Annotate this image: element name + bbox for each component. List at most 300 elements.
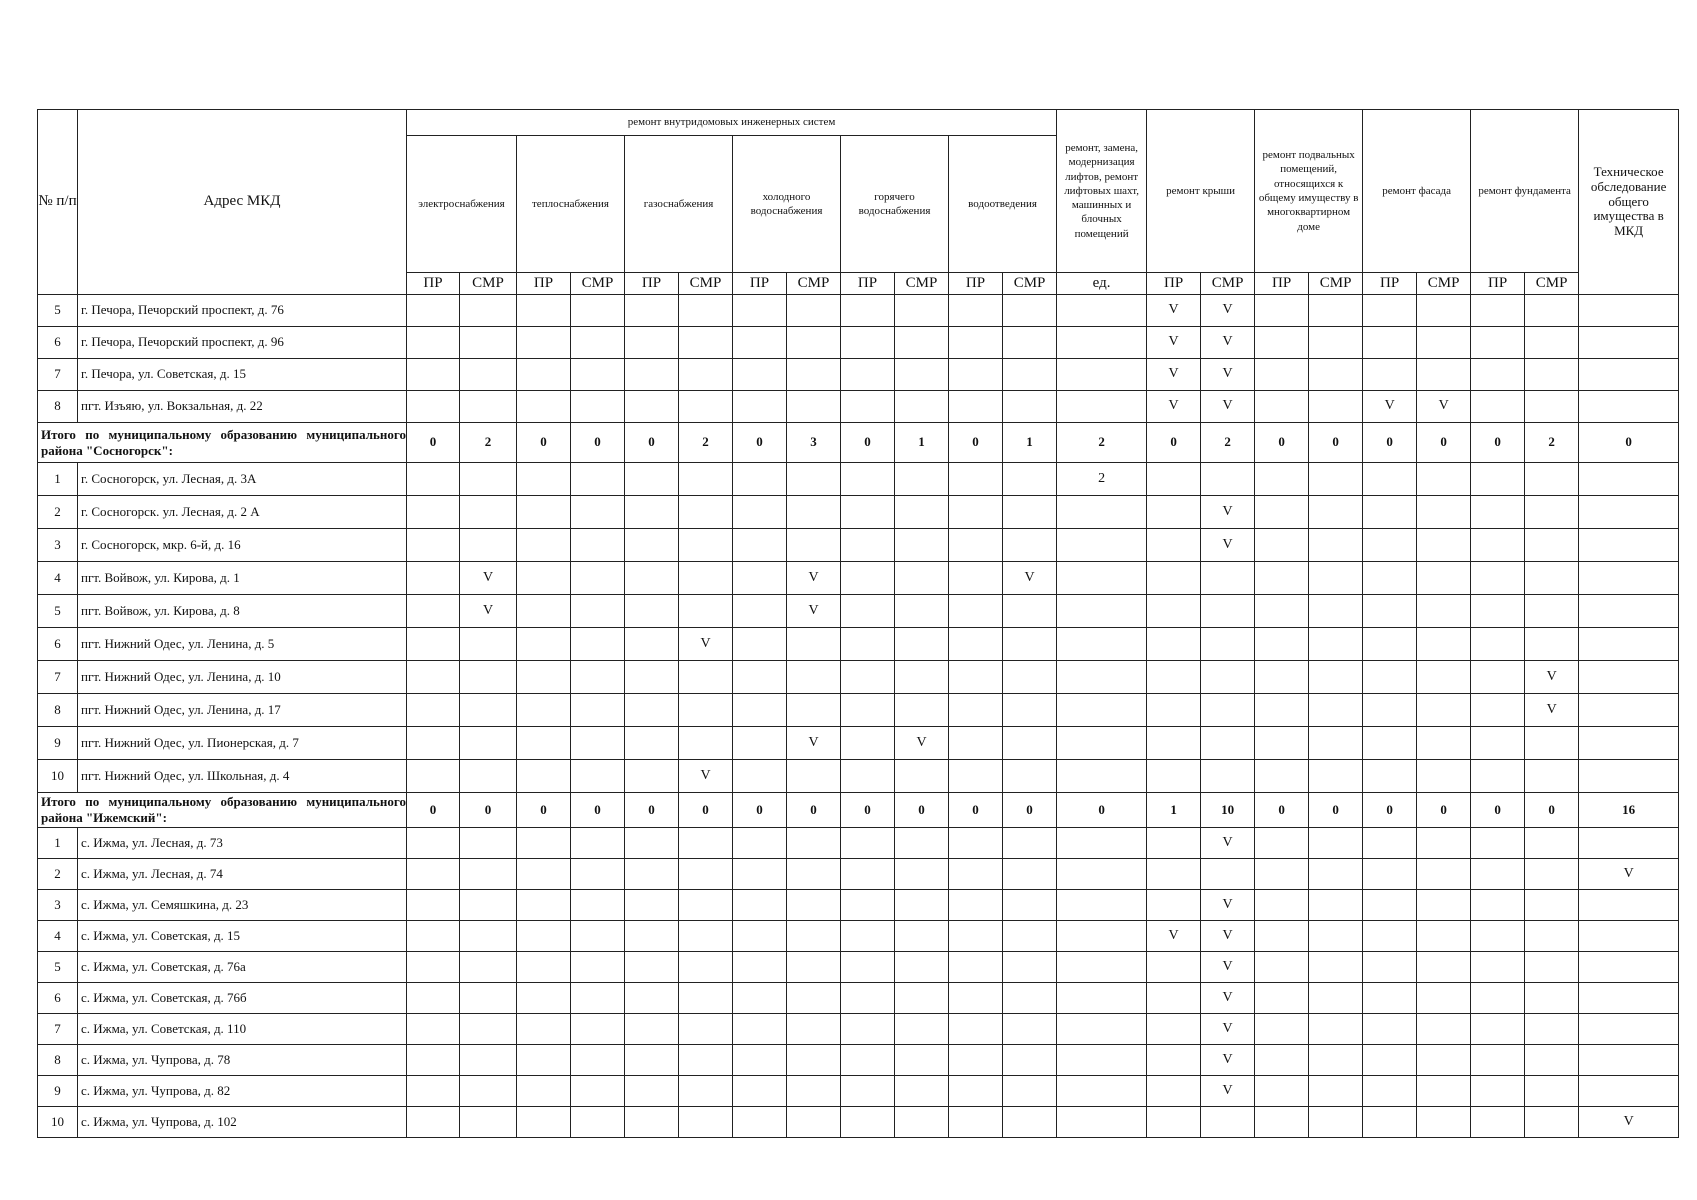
sub-smr: СМР <box>679 273 733 295</box>
row-cell <box>625 1014 679 1045</box>
row-cell <box>1255 859 1309 890</box>
row-cell <box>1579 295 1679 327</box>
row-cell <box>625 562 679 595</box>
sub-smr: СМР <box>787 273 841 295</box>
total-value: 0 <box>1579 423 1679 463</box>
total-value: 3 <box>787 423 841 463</box>
row-cell <box>407 1014 460 1045</box>
row-cell <box>625 595 679 628</box>
row-cell <box>1417 295 1471 327</box>
row-cell <box>1525 628 1579 661</box>
row-cell <box>1255 760 1309 793</box>
row-cell <box>787 921 841 952</box>
row-address: пгт. Нижний Одес, ул. Ленина, д. 17 <box>78 694 407 727</box>
total-value: 0 <box>460 793 517 828</box>
row-address: пгт. Нижний Одес, ул. Ленина, д. 5 <box>78 628 407 661</box>
row-cell <box>1309 1014 1363 1045</box>
row-cell <box>407 859 460 890</box>
row-number: 3 <box>38 890 78 921</box>
row-cell <box>841 327 895 359</box>
row-cell <box>571 828 625 859</box>
table-row <box>38 463 1679 496</box>
row-cell <box>1003 694 1057 727</box>
row-cell <box>1363 859 1417 890</box>
row-address: с. Ижма, ул. Советская, д. 76а <box>78 952 407 983</box>
table-row <box>38 327 1679 359</box>
row-cell <box>841 1076 895 1107</box>
row-cell <box>841 1045 895 1076</box>
row-cell <box>1255 694 1309 727</box>
total-value: 0 <box>679 793 733 828</box>
row-cell <box>1057 760 1147 793</box>
row-cell <box>517 327 571 359</box>
table-row <box>38 391 1679 423</box>
row-cell <box>1003 828 1057 859</box>
row-cell: V <box>679 628 733 661</box>
row-cell <box>733 1014 787 1045</box>
row-cell <box>1057 595 1147 628</box>
header-facade: ремонт фасада <box>1363 110 1471 273</box>
row-cell <box>679 859 733 890</box>
row-cell <box>895 760 949 793</box>
row-cell <box>841 952 895 983</box>
total-value: 0 <box>407 423 460 463</box>
row-cell <box>460 859 517 890</box>
row-cell <box>1255 1014 1309 1045</box>
row-cell <box>1057 921 1147 952</box>
row-cell <box>1579 983 1679 1014</box>
row-cell <box>679 595 733 628</box>
row-cell <box>460 694 517 727</box>
row-cell <box>1255 628 1309 661</box>
row-cell: V <box>1201 983 1255 1014</box>
row-cell <box>1255 595 1309 628</box>
row-cell <box>841 890 895 921</box>
row-cell <box>1201 628 1255 661</box>
total-value: 0 <box>1525 793 1579 828</box>
total-value: 0 <box>1003 793 1057 828</box>
row-cell <box>625 890 679 921</box>
row-cell <box>1471 727 1525 760</box>
header-gas: газоснабжения <box>625 136 733 273</box>
row-cell <box>1309 562 1363 595</box>
table-row <box>38 921 1679 952</box>
row-cell <box>787 859 841 890</box>
row-cell <box>841 463 895 496</box>
row-cell <box>1147 1014 1201 1045</box>
row-cell <box>787 760 841 793</box>
row-cell <box>517 1076 571 1107</box>
row-cell <box>895 562 949 595</box>
row-cell <box>1471 694 1525 727</box>
row-cell <box>733 327 787 359</box>
row-cell <box>895 1107 949 1138</box>
row-cell: V <box>1201 952 1255 983</box>
total-value: 0 <box>1363 793 1417 828</box>
table-row <box>38 562 1679 595</box>
total-value: 0 <box>1255 423 1309 463</box>
row-cell <box>733 628 787 661</box>
row-cell <box>1417 529 1471 562</box>
total-value: 16 <box>1579 793 1679 828</box>
row-cell <box>1525 496 1579 529</box>
row-cell <box>1525 529 1579 562</box>
total-value: 0 <box>1147 423 1201 463</box>
row-number: 6 <box>38 983 78 1014</box>
row-cell <box>895 295 949 327</box>
row-cell <box>1309 983 1363 1014</box>
row-cell <box>1579 463 1679 496</box>
row-cell <box>460 628 517 661</box>
total-value: 2 <box>460 423 517 463</box>
total-value: 0 <box>517 423 571 463</box>
row-address: пгт. Войвож, ул. Кирова, д. 8 <box>78 595 407 628</box>
row-cell <box>517 359 571 391</box>
row-cell <box>1471 1014 1525 1045</box>
row-cell <box>733 1045 787 1076</box>
row-cell <box>1147 859 1201 890</box>
row-cell <box>679 661 733 694</box>
row-cell <box>841 359 895 391</box>
row-cell <box>1471 391 1525 423</box>
row-cell <box>1255 1107 1309 1138</box>
row-number: 9 <box>38 727 78 760</box>
row-cell <box>1363 1076 1417 1107</box>
row-cell <box>517 859 571 890</box>
row-address: с. Ижма, ул. Чупрова, д. 82 <box>78 1076 407 1107</box>
row-cell: V <box>1201 1045 1255 1076</box>
row-cell <box>733 1107 787 1138</box>
row-cell <box>841 760 895 793</box>
row-cell <box>517 628 571 661</box>
row-cell <box>1309 727 1363 760</box>
row-cell <box>1417 327 1471 359</box>
row-cell: V <box>1201 890 1255 921</box>
row-cell: V <box>1525 661 1579 694</box>
row-cell <box>895 628 949 661</box>
table-row <box>38 1107 1679 1138</box>
total-value: 1 <box>895 423 949 463</box>
row-cell <box>1579 529 1679 562</box>
row-cell <box>460 1014 517 1045</box>
row-cell <box>1309 952 1363 983</box>
row-cell <box>733 463 787 496</box>
row-cell <box>841 529 895 562</box>
row-cell: V <box>1147 359 1201 391</box>
row-cell <box>733 529 787 562</box>
row-cell <box>625 983 679 1014</box>
row-cell <box>733 694 787 727</box>
row-cell <box>1057 359 1147 391</box>
row-cell <box>1255 529 1309 562</box>
row-cell <box>1525 562 1579 595</box>
row-cell <box>625 529 679 562</box>
row-cell <box>1363 760 1417 793</box>
row-cell <box>895 828 949 859</box>
row-cell <box>571 859 625 890</box>
row-number: 5 <box>38 595 78 628</box>
row-cell <box>679 890 733 921</box>
sub-pr: ПР <box>1147 273 1201 295</box>
row-cell <box>733 760 787 793</box>
row-cell <box>895 359 949 391</box>
row-cell <box>1255 727 1309 760</box>
row-number: 5 <box>38 952 78 983</box>
total-value: 0 <box>841 423 895 463</box>
row-cell <box>1003 391 1057 423</box>
row-cell <box>1201 727 1255 760</box>
row-cell <box>949 1014 1003 1045</box>
row-address: пгт. Нижний Одес, ул. Школьная, д. 4 <box>78 760 407 793</box>
row-cell: V <box>1201 828 1255 859</box>
total-value: 0 <box>787 793 841 828</box>
row-cell <box>949 1045 1003 1076</box>
row-cell <box>787 295 841 327</box>
row-cell <box>407 529 460 562</box>
row-number: 1 <box>38 463 78 496</box>
row-cell <box>679 952 733 983</box>
row-cell <box>787 496 841 529</box>
row-number: 8 <box>38 1045 78 1076</box>
row-cell <box>1255 327 1309 359</box>
row-cell <box>1057 661 1147 694</box>
row-cell <box>1003 1107 1057 1138</box>
total-value: 0 <box>841 793 895 828</box>
row-cell <box>1057 828 1147 859</box>
row-cell: V <box>787 595 841 628</box>
total-value: 0 <box>625 423 679 463</box>
row-cell <box>1471 983 1525 1014</box>
total-value: 0 <box>1057 793 1147 828</box>
row-cell <box>1003 661 1057 694</box>
row-cell <box>895 463 949 496</box>
row-cell <box>517 1107 571 1138</box>
row-cell <box>407 694 460 727</box>
table-row <box>38 1045 1679 1076</box>
row-cell <box>949 727 1003 760</box>
total-value: 1 <box>1147 793 1201 828</box>
row-cell <box>1417 890 1471 921</box>
row-cell <box>841 562 895 595</box>
row-cell <box>1147 1045 1201 1076</box>
row-number: 2 <box>38 859 78 890</box>
row-cell <box>1057 983 1147 1014</box>
row-cell <box>1057 327 1147 359</box>
table-row <box>38 628 1679 661</box>
row-cell <box>1363 562 1417 595</box>
row-cell <box>949 295 1003 327</box>
sub-pr: ПР <box>733 273 787 295</box>
row-cell <box>1147 760 1201 793</box>
row-cell <box>1363 890 1417 921</box>
row-cell <box>787 359 841 391</box>
row-address: г. Печора, Печорский проспект, д. 96 <box>78 327 407 359</box>
row-cell <box>679 694 733 727</box>
row-cell <box>1057 529 1147 562</box>
total-value: 0 <box>571 423 625 463</box>
row-cell <box>1363 595 1417 628</box>
row-cell <box>1255 890 1309 921</box>
row-cell <box>407 359 460 391</box>
row-number: 3 <box>38 529 78 562</box>
row-cell <box>517 1014 571 1045</box>
row-cell <box>460 463 517 496</box>
table-row <box>38 496 1679 529</box>
row-cell <box>407 760 460 793</box>
row-address: пгт. Нижний Одес, ул. Ленина, д. 10 <box>78 661 407 694</box>
row-cell <box>517 463 571 496</box>
row-cell <box>1525 1076 1579 1107</box>
total-value: 2 <box>1525 423 1579 463</box>
row-cell <box>1003 496 1057 529</box>
row-cell <box>407 628 460 661</box>
row-cell <box>1057 628 1147 661</box>
row-cell <box>895 890 949 921</box>
row-cell <box>1147 1107 1201 1138</box>
row-cell <box>841 628 895 661</box>
row-cell <box>1147 727 1201 760</box>
row-cell <box>1003 529 1057 562</box>
row-cell <box>571 1014 625 1045</box>
row-cell <box>679 359 733 391</box>
row-cell <box>1003 727 1057 760</box>
row-cell <box>407 1076 460 1107</box>
total-value: 0 <box>733 423 787 463</box>
row-cell: V <box>460 595 517 628</box>
row-cell <box>625 859 679 890</box>
row-cell <box>517 496 571 529</box>
row-cell <box>733 295 787 327</box>
row-cell: V <box>1201 1076 1255 1107</box>
row-cell <box>571 595 625 628</box>
total-value: 10 <box>1201 793 1255 828</box>
row-cell <box>407 921 460 952</box>
row-cell <box>625 694 679 727</box>
row-cell <box>1201 562 1255 595</box>
row-cell <box>733 983 787 1014</box>
row-cell <box>733 562 787 595</box>
row-cell <box>460 890 517 921</box>
row-address: с. Ижма, ул. Лесная, д. 74 <box>78 859 407 890</box>
row-address: г. Печора, Печорский проспект, д. 76 <box>78 295 407 327</box>
row-cell <box>1525 828 1579 859</box>
header-internal-systems: ремонт внутридомовых инженерных систем <box>407 110 1057 136</box>
header-cold-water: холодного водоснабжения <box>733 136 841 273</box>
sub-smr: СМР <box>895 273 949 295</box>
row-cell: V <box>1201 529 1255 562</box>
row-cell <box>1003 628 1057 661</box>
row-address: с. Ижма, ул. Чупрова, д. 78 <box>78 1045 407 1076</box>
row-cell <box>1471 661 1525 694</box>
row-cell <box>841 921 895 952</box>
row-cell <box>787 828 841 859</box>
row-cell <box>949 859 1003 890</box>
row-cell <box>517 562 571 595</box>
row-cell <box>1525 890 1579 921</box>
row-cell <box>1147 595 1201 628</box>
row-cell <box>1417 1107 1471 1138</box>
row-cell <box>949 463 1003 496</box>
row-cell <box>625 496 679 529</box>
row-cell <box>679 1014 733 1045</box>
row-cell <box>407 496 460 529</box>
row-cell <box>1525 921 1579 952</box>
row-cell <box>1003 359 1057 391</box>
row-cell <box>1309 694 1363 727</box>
row-cell <box>571 694 625 727</box>
row-cell <box>1309 359 1363 391</box>
total-value: 2 <box>1201 423 1255 463</box>
row-cell <box>949 890 1003 921</box>
total-value: 0 <box>949 423 1003 463</box>
row-cell <box>1471 952 1525 983</box>
row-cell <box>733 921 787 952</box>
row-cell <box>1003 859 1057 890</box>
header-elevators: ремонт, замена, модернизация лифтов, ремонт лифтовых шахт, машинных и блочных помещений <box>1057 110 1147 273</box>
row-number: 4 <box>38 562 78 595</box>
total-row <box>38 423 1679 463</box>
row-cell <box>1417 921 1471 952</box>
row-cell <box>460 295 517 327</box>
row-cell <box>517 661 571 694</box>
row-cell <box>1201 1107 1255 1138</box>
total-value: 0 <box>1309 793 1363 828</box>
row-cell <box>1201 760 1255 793</box>
row-cell <box>1363 463 1417 496</box>
table-row <box>38 529 1679 562</box>
row-cell <box>1417 828 1471 859</box>
row-address: пгт. Войвож, ул. Кирова, д. 1 <box>78 562 407 595</box>
row-cell <box>1147 661 1201 694</box>
row-cell <box>460 921 517 952</box>
row-cell <box>679 983 733 1014</box>
row-cell <box>787 661 841 694</box>
row-cell <box>949 628 1003 661</box>
row-cell <box>787 952 841 983</box>
sub-pr: ПР <box>1471 273 1525 295</box>
row-cell <box>460 496 517 529</box>
row-cell: V <box>1417 391 1471 423</box>
row-address: с. Ижма, ул. Советская, д. 15 <box>78 921 407 952</box>
row-address: г. Сосногорск, мкр. 6-й, д. 16 <box>78 529 407 562</box>
row-cell <box>1147 983 1201 1014</box>
header-sewage: водоотведения <box>949 136 1057 273</box>
row-cell <box>1147 694 1201 727</box>
row-cell <box>841 727 895 760</box>
row-cell: V <box>1147 327 1201 359</box>
row-cell <box>1057 295 1147 327</box>
row-cell <box>1417 760 1471 793</box>
row-address: г. Сосногорск, ул. Лесная, д. 3А <box>78 463 407 496</box>
row-cell <box>1147 1076 1201 1107</box>
table-row <box>38 1076 1679 1107</box>
row-number: 8 <box>38 391 78 423</box>
row-cell <box>1057 952 1147 983</box>
row-cell <box>1579 562 1679 595</box>
row-cell <box>1309 463 1363 496</box>
header-heat: теплоснабжения <box>517 136 625 273</box>
row-cell <box>1471 1045 1525 1076</box>
row-cell <box>1417 359 1471 391</box>
row-cell <box>679 529 733 562</box>
row-cell <box>571 562 625 595</box>
row-cell <box>733 661 787 694</box>
row-cell <box>1057 890 1147 921</box>
row-cell <box>1003 1076 1057 1107</box>
sub-smr: СМР <box>571 273 625 295</box>
row-cell <box>1417 1014 1471 1045</box>
row-cell <box>407 562 460 595</box>
